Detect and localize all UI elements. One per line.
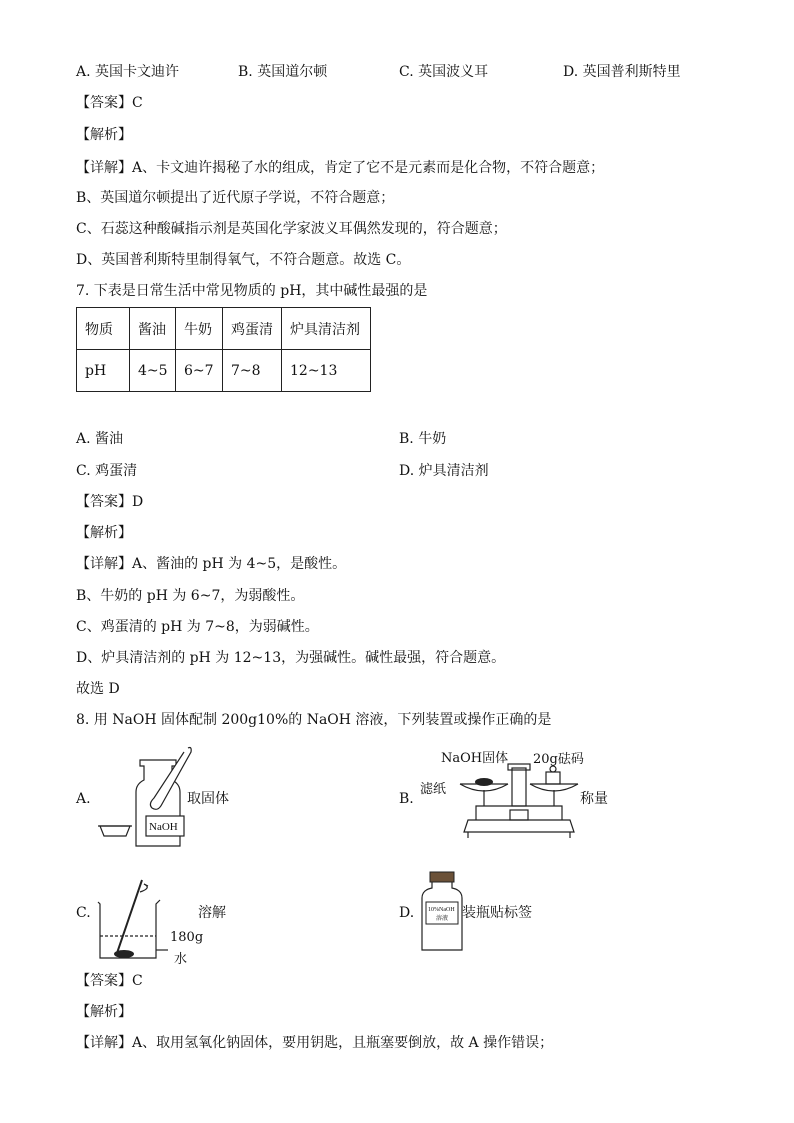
labeled-bottle-figure bbox=[418, 870, 466, 952]
q7-detail-1: 【详解】A、酱油的 pH 为 4~5，是酸性。 bbox=[76, 556, 347, 572]
label-180g: 180g bbox=[170, 930, 204, 945]
q8-option-b-caption: 称量 bbox=[580, 791, 608, 807]
table-cell: 4~5 bbox=[130, 350, 176, 392]
q8-detail-1: 【详解】A、取用氢氧化钠固体，要用钥匙，且瓶塞要倒放，故 A 操作错误； bbox=[76, 1035, 554, 1051]
bottle-cork bbox=[430, 872, 454, 882]
q7-option-b: B. 牛奶 bbox=[399, 431, 447, 447]
q6-option-c: C. 英国波义耳 bbox=[399, 64, 489, 80]
ph-table bbox=[76, 307, 371, 392]
q6-detail-1: 【详解】A、卡文迪许揭秘了水的组成，肯定了它不是元素而是化合物，不符合题意； bbox=[76, 160, 605, 176]
q8-stem: 8. 用 NaOH 固体配制 200g10%的 NaOH 溶液，下列装置或操作正确的是 bbox=[76, 712, 552, 728]
balance-base bbox=[464, 820, 574, 832]
q6-detail-4: D、英国普利斯特里制得氧气，不符合题意。故选 C。 bbox=[76, 252, 411, 268]
q6-answer: 【答案】C bbox=[76, 95, 143, 111]
naoh-solid-pile bbox=[475, 778, 493, 786]
q6-analysis-label: 【解析】 bbox=[76, 127, 132, 143]
beaker-figure bbox=[94, 878, 184, 964]
q7-option-d: D. 炉具清洁剂 bbox=[399, 463, 489, 479]
table-cell: 酱油 bbox=[130, 308, 176, 350]
q6-detail-2: B、英国道尔顿提出了近代原子学说，不符合题意； bbox=[76, 190, 395, 206]
table-cell: 12~13 bbox=[282, 350, 371, 392]
label-naoh-solid: NaOH固体 bbox=[441, 751, 509, 766]
q8-option-a-letter: A. bbox=[76, 791, 91, 807]
q7-option-a: A. 酱油 bbox=[76, 431, 124, 447]
q8-analysis-label: 【解析】 bbox=[76, 1004, 132, 1020]
q8-option-d-letter: D. bbox=[399, 905, 415, 921]
bottle-label-line-2: 溶液 bbox=[436, 916, 449, 922]
table-cell: 6~7 bbox=[176, 350, 223, 392]
label-water: 水 bbox=[174, 952, 188, 967]
q7-detail-4: D、炉具清洁剂的 pH 为 12~13，为强碱性。碱性最强，符合题意。 bbox=[76, 650, 506, 666]
q6-option-b: B. 英国道尔顿 bbox=[238, 64, 328, 80]
label-filter-paper: 滤纸 bbox=[420, 782, 447, 797]
q6-detail-3: C、石蕊这种酸碱指示剂是英国化学家波义耳偶然发现的，符合题意； bbox=[76, 221, 507, 237]
bottle-label-text: NaOH bbox=[149, 821, 178, 833]
q7-detail-5: 故选 D bbox=[76, 681, 120, 697]
q8-option-b-letter: B. bbox=[399, 791, 414, 807]
beaker bbox=[98, 900, 160, 958]
q8-option-c-letter: C. bbox=[76, 905, 91, 921]
q7-option-c: C. 鸡蛋清 bbox=[76, 463, 138, 479]
q8-option-a-caption: 取固体 bbox=[187, 791, 229, 807]
q8-answer: 【答案】C bbox=[76, 973, 143, 989]
solid-at-bottom bbox=[114, 950, 134, 958]
q7-stem: 7. 下表是日常生活中常见物质的 pH，其中碱性最强的是 bbox=[76, 283, 428, 299]
table-row bbox=[77, 350, 371, 392]
weight bbox=[546, 772, 560, 784]
q6-option-a: A. 英国卡文迪许 bbox=[76, 64, 180, 80]
q8-option-c-caption: 溶解 bbox=[198, 905, 226, 921]
q7-detail-2: B、牛奶的 pH 为 6~7，为弱酸性。 bbox=[76, 588, 305, 604]
table-cell: 牛奶 bbox=[176, 308, 223, 350]
label-20g-weight: 20g砝码 bbox=[533, 752, 584, 767]
right-pan bbox=[530, 784, 578, 791]
balance-figure bbox=[454, 762, 584, 846]
bottle-label-line-1: 10%NaOH bbox=[428, 907, 455, 913]
table-cell: 物质 bbox=[77, 308, 130, 350]
table-cell: pH bbox=[77, 350, 130, 392]
table-header-row bbox=[77, 308, 371, 350]
spoon bbox=[150, 748, 191, 810]
glass-rod bbox=[116, 880, 142, 956]
table-cell: 炉具清洁剂 bbox=[282, 308, 371, 350]
dish bbox=[100, 826, 130, 836]
table-cell: 7~8 bbox=[223, 350, 282, 392]
q7-detail-3: C、鸡蛋清的 pH 为 7~8，为弱碱性。 bbox=[76, 619, 319, 635]
q8-option-d-caption: 装瓶贴标签 bbox=[462, 905, 532, 921]
q7-answer: 【答案】D bbox=[76, 494, 144, 510]
q7-analysis-label: 【解析】 bbox=[76, 525, 132, 541]
q6-option-d: D. 英国普利斯特里 bbox=[563, 64, 681, 80]
table-cell: 鸡蛋清 bbox=[223, 308, 282, 350]
